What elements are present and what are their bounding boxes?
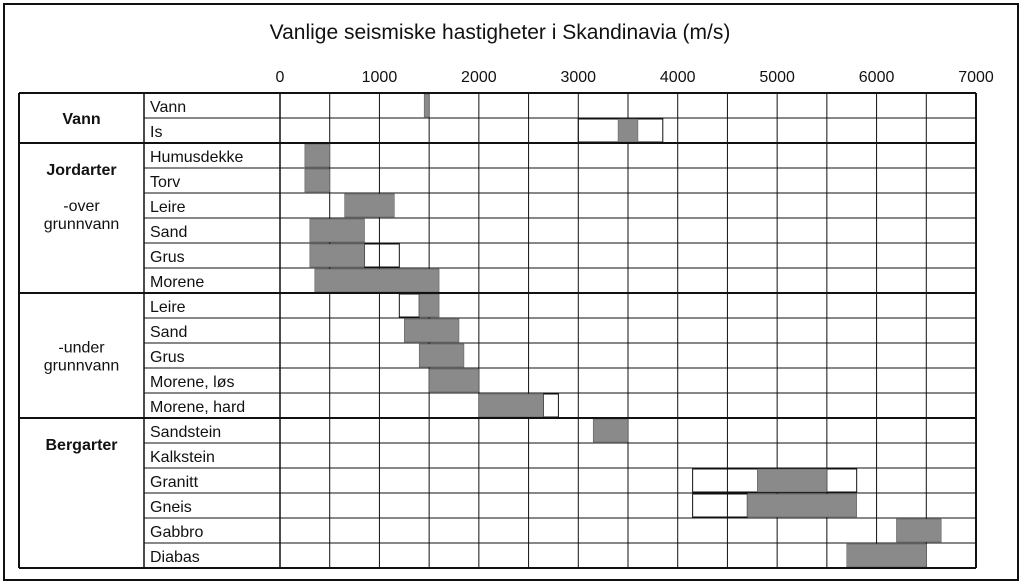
row-label: Grus: [150, 249, 185, 266]
range-bar: [429, 369, 479, 392]
range-bar: [305, 169, 330, 192]
range-bar: [896, 519, 941, 542]
range-bar: [419, 294, 439, 317]
range-outline: [399, 294, 419, 317]
range-bar: [310, 219, 365, 242]
row-label: Sand: [150, 224, 188, 241]
row-label: Granitt: [150, 474, 199, 491]
group-label: Vann: [62, 111, 101, 128]
range-outline: [365, 244, 400, 267]
group-label: grunnvann: [43, 357, 120, 375]
chart-title: Vanlige seismiske hastigheter i Skandinavia (m/s): [269, 21, 731, 44]
range-bar: [847, 544, 927, 567]
x-tick-label: 1000: [361, 69, 398, 86]
row-label: Kalkstein: [150, 449, 215, 466]
x-tick-label: 7000: [958, 69, 994, 86]
range-outline: [543, 394, 558, 417]
row-label: Diabas: [150, 549, 200, 566]
range-bar: [310, 244, 365, 267]
x-tick-label: 6000: [858, 69, 895, 86]
row-label: Sandstein: [150, 424, 222, 441]
group-label: grunnvann: [43, 216, 120, 233]
range-bar: [424, 94, 429, 117]
range-bar: [757, 469, 827, 492]
bar-layer: [305, 94, 941, 567]
row-label: Sand: [150, 324, 188, 341]
range-outline: [693, 494, 748, 517]
x-tick-label: 0: [275, 69, 285, 86]
row-label: Humusdekke: [150, 149, 244, 166]
row-label: Grus: [150, 349, 185, 366]
row-label: Gabbro: [150, 524, 204, 541]
group-label: -over: [63, 198, 100, 215]
row-label: Morene: [150, 274, 205, 291]
row-label: Is: [150, 124, 163, 141]
row-label: Morene, løs: [150, 374, 235, 391]
row-label: Morene, hard: [150, 399, 246, 416]
row-label: Vann: [150, 99, 187, 116]
row-label: Torv: [150, 174, 181, 191]
group-label: Bergarter: [45, 437, 118, 454]
x-tick-label: 3000: [560, 69, 597, 86]
range-bar: [305, 144, 330, 167]
range-bar: [404, 319, 459, 342]
x-tick-label: 4000: [659, 69, 696, 86]
range-bar: [315, 269, 439, 292]
group-label: -under: [58, 339, 105, 357]
range-bar: [419, 344, 464, 367]
x-tick-label: 5000: [759, 69, 795, 86]
x-tick-label: 2000: [461, 69, 497, 86]
row-label: Leire: [150, 199, 186, 216]
range-bar: [479, 394, 544, 417]
range-bar: [593, 419, 628, 442]
range-bar: [618, 119, 638, 142]
row-label: Leire: [150, 299, 186, 316]
row-label: Gneis: [150, 499, 192, 516]
range-bar: [345, 194, 395, 217]
range-bar: [747, 494, 856, 517]
group-label: Jordarter: [46, 162, 117, 179]
